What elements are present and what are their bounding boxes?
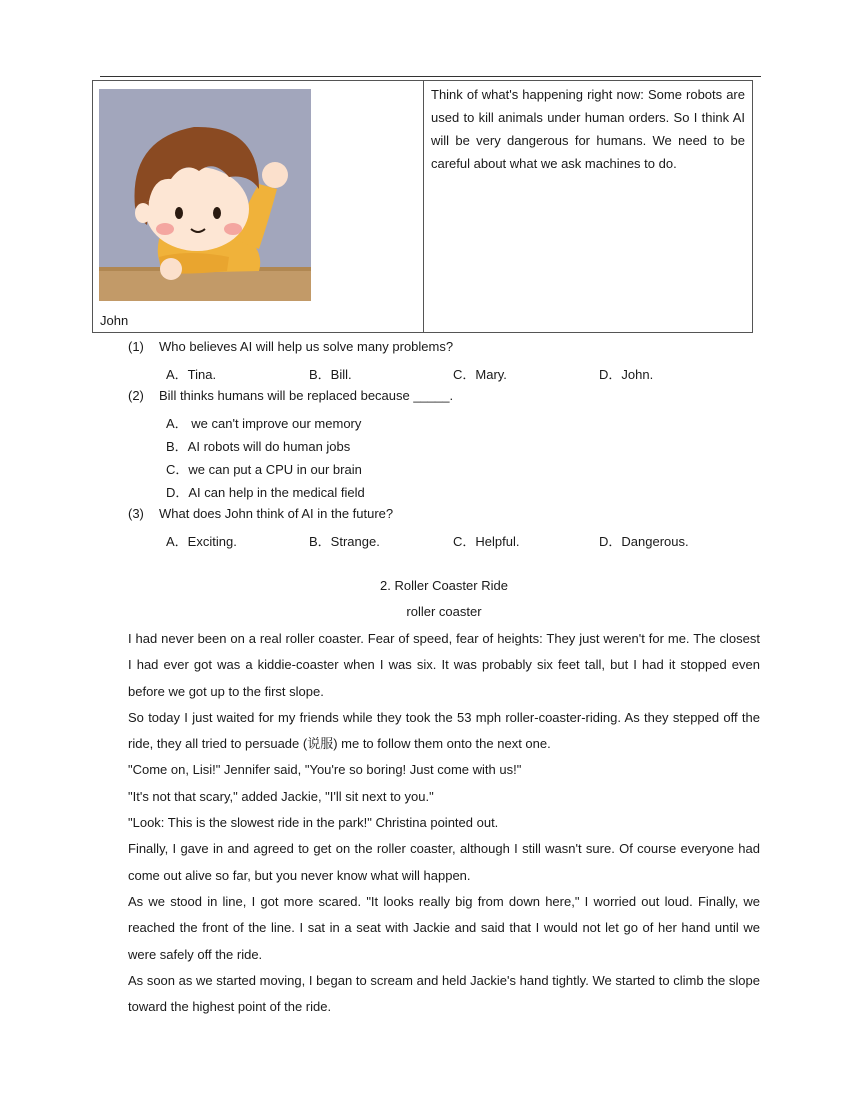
person-name: John — [100, 313, 129, 328]
option-c[interactable]: C．Mary. — [453, 367, 507, 382]
paragraph: I had never been on a real roller coaster. Fear of speed, fear of heights: They just weren't for me. The closest I had ever got was a kiddie-coaster when I was six. It was probably six feet tall, but I had it stopped even before we got up to the first slope. — [128, 631, 760, 699]
option-a[interactable]: A． we can't improve our memory — [166, 416, 362, 431]
option-d[interactable]: D．Dangerous. — [599, 534, 689, 549]
paragraph: As we stood in line, I got more scared. "It looks really big from down here," I worried out loud. Finally, we reached the front of the line. I sat in a seat with Jackie and said that I would not let go of her hand until we were safely off the ride. — [128, 893, 760, 962]
option-b[interactable]: B．Bill. — [309, 367, 352, 382]
option-c[interactable]: C．we can put a CPU in our brain — [166, 462, 362, 477]
question-stem: Who believes AI will help us solve many problems? — [159, 339, 454, 354]
paragraph: "Look: This is the slowest ride in the park!" Christina pointed out. — [128, 815, 499, 831]
section-subheading: roller coaster — [406, 604, 482, 619]
option-c[interactable]: C．Helpful. — [453, 534, 520, 549]
photo-cell — [93, 81, 424, 333]
paragraph: Finally, I gave in and agreed to get on the roller coaster, although I still wasn't sure. Of course everyone had come out alive so far, but you never know what will happen. — [128, 841, 760, 883]
paragraph: As soon as we started moving, I began to scream and held Jackie's hand tightly. We started to climb the slope toward the highest point of the ride. — [128, 972, 760, 1015]
opinion-table — [92, 80, 753, 333]
option-b[interactable]: B．AI robots will do human jobs — [166, 439, 351, 454]
opinion-text: Think of what's happening right now: Some robots are used to kill animals under human orders. So I think AI will be very dangerous for humans. We need to be careful about what we ask machines to do. — [431, 87, 745, 171]
paragraph: "It's not that scary," added Jackie, "I'll sit next to you." — [128, 788, 434, 804]
reading-passage — [128, 626, 760, 1020]
paragraph: "Come on, Lisi!" Jennifer said, "You're so boring! Just come with us!" — [128, 762, 522, 778]
option-a[interactable]: A．Tina. — [166, 367, 217, 382]
question-number: (3) — [128, 506, 144, 521]
section-heading: 2. Roller Coaster Ride — [380, 578, 508, 593]
opinion-cell — [424, 81, 753, 333]
paragraph: So today I just waited for my friends while they took the 53 mph roller-coaster-riding. As they stepped off the ride, they all tried to persuade (说服) me to follow them onto the next one. — [128, 709, 760, 752]
option-a[interactable]: A．Exciting. — [166, 534, 237, 549]
option-d[interactable]: D．John. — [599, 367, 654, 382]
question-stem: Bill thinks humans will be replaced because _____. — [159, 388, 454, 403]
boy-illustration — [99, 89, 311, 301]
option-b[interactable]: B．Strange. — [309, 534, 380, 549]
option-d[interactable]: D．AI can help in the medical field — [166, 485, 365, 500]
question-number: (2) — [128, 388, 144, 403]
question-number: (1) — [128, 339, 144, 354]
header-rule — [100, 76, 761, 77]
question-stem: What does John think of AI in the future? — [159, 506, 394, 521]
